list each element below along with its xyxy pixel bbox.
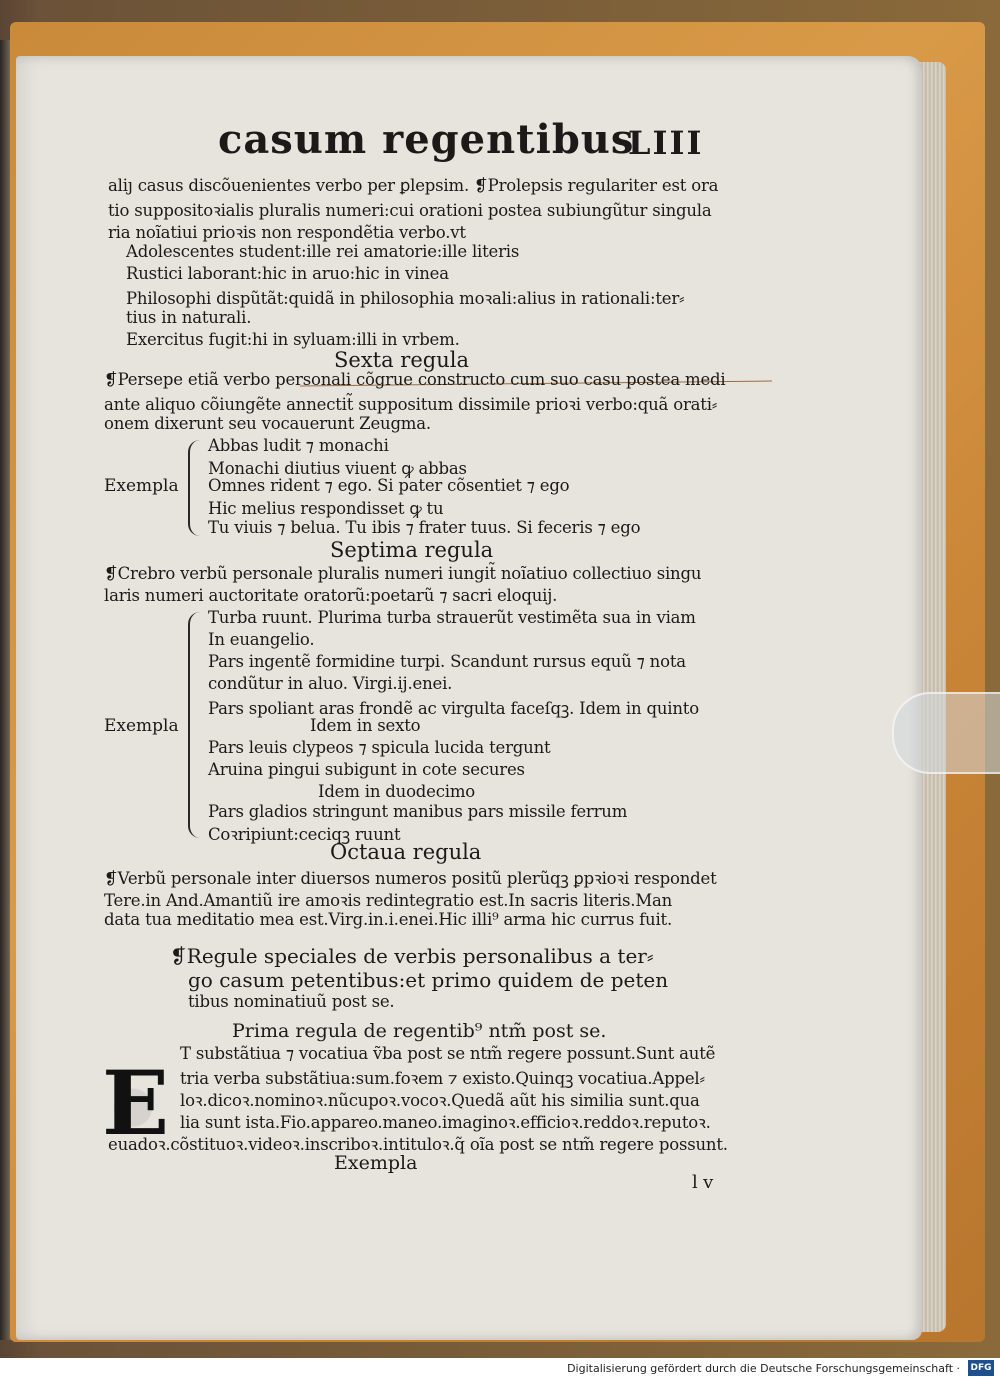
example-line: condũtur in aluo. Virgi.ij.enei. [208, 674, 453, 693]
body-line: T substãtiua ⁊ vocatiua ṽba post se ntm̃ regere possunt.Sunt autẽ [180, 1044, 716, 1063]
exempla-label: Exempla [104, 716, 179, 736]
brace [188, 612, 204, 838]
body-line: lia sunt ista.Fio.appareo.maneo.imaginoꝛ.efficioꝛ.reddoꝛ.reputoꝛ. [180, 1113, 711, 1132]
body-line: aliȷ casus discõuenientes verbo per ꝑlepsim. ❡Prolepsis regulariter est ora [108, 176, 719, 195]
body-line: Rustici laborant:hic in aruo:hic in vinea [126, 264, 449, 283]
brace [188, 440, 204, 536]
funding-credit: Digitalisierung gefördert durch die Deutsche Forschungsgemeinschaft · [567, 1362, 960, 1375]
body-line: Tere.in And.Amantiũ ire amoꝛis redintegratio est.In sacris literis.Man [104, 891, 673, 910]
section-heading: Octaua regula [330, 840, 482, 864]
example-line: Idem in sexto [310, 716, 421, 735]
body-line: Exercitus fugit:hi in syluam:illi in vrbem. [126, 330, 460, 349]
body-line: tius in naturali. [126, 308, 252, 327]
example-line: In euangelio. [208, 630, 315, 649]
folio-number: LIII [628, 124, 704, 162]
body-line: ❡Crebro verbũ personale pluralis numeri iungit̃ noĩatiuo collectiuo singu [104, 564, 702, 583]
catchword: Exempla [334, 1152, 418, 1174]
decorated-initial: E [102, 1051, 170, 1155]
body-line: ante aliquo cõiungẽte annectit̃ suppositum dissimile prioꝛi verbo:quã orati⸗ [104, 395, 718, 414]
body-line: euadoꝛ.cõstituoꝛ.videoꝛ.inscriboꝛ.intituloꝛ.q̃ oĩa post se ntm̃ regere possunt. [108, 1135, 728, 1154]
example-line: Hic melius respondisset ꝙ tu [208, 499, 444, 518]
section-heading: go casum petentibus:et primo quidem de peten [188, 968, 669, 992]
example-line: Pars gladios stringunt manibus pars missile ferrum [208, 802, 628, 821]
section-heading: Prima regula de regentib⁹ ntm̃ post se. [232, 1020, 607, 1042]
body-line: onem dixerunt seu vocauerunt Zeugma. [104, 414, 431, 433]
running-head: casum regentibus [218, 116, 635, 163]
example-line: Tu viuis ⁊ belua. Tu ibis ⁊ frater tuus. Si feceris ⁊ ego [208, 518, 641, 537]
example-line: Pars leuis clypeos ⁊ spicula lucida tergunt [208, 738, 551, 757]
body-line: tria verba substãtiua:sum.foꝛem ⁊ existo.Quinqꝫ vocatiua.Appel⸗ [180, 1069, 705, 1088]
page-holder-clip [892, 692, 1000, 774]
body-line: tio suppositoꝛialis pluralis numeri:cui orationi postea subiungũtur singula [108, 201, 712, 220]
example-line: Pars spoliant aras frondẽ ac virgulta faceſqꝫ. Idem in quinto [208, 699, 699, 718]
section-heading: Sexta regula [334, 348, 469, 372]
example-line: Abbas ludit ⁊ monachi [208, 436, 389, 455]
dfg-logo: DFG [968, 1360, 994, 1376]
example-line: Aruina pingui subigunt in cote secures [208, 760, 525, 779]
body-line: data tua meditatio mea est.Virg.in.i.enei.Hic illi⁹ arma hic currus fuit. [104, 910, 673, 929]
body-line: laris numeri auctoritate oratorũ:poetarũ ⁊ sacri eloquij. [104, 586, 558, 605]
signature-mark: l v [692, 1172, 714, 1193]
example-line: Coꝛripiunt:ceciqꝫ ruunt [208, 825, 401, 844]
section-heading: ❡Regule speciales de verbis personalibus a ter⸗ [170, 944, 654, 968]
section-heading: Septima regula [330, 538, 494, 562]
example-line: Omnes rident ⁊ ego. Si pater cõsentiet ⁊ ego [208, 476, 570, 495]
body-line: Philosophi dispũtãt:quidã in philosophia moꝛali:alius in rationali:ter⸗ [126, 289, 685, 308]
body-line: ❡Persepe etiã verbo personali cõgrue constructo cum suo casu postea medi [104, 370, 726, 389]
example-line: Pars ingentẽ formidine turpi. Scandunt rursus equũ ⁊ nota [208, 652, 686, 671]
body-line: ❡Verbũ personale inter diuersos numeros positũ plerũqꝫ ꝑpꝛioꝛi respondet [104, 869, 717, 888]
exempla-label: Exempla [104, 476, 179, 496]
body-line: loꝛ.dicoꝛ.nominoꝛ.nũcupoꝛ.vocoꝛ.Quedã aũt his similia sunt.qua [180, 1091, 700, 1110]
section-heading: tibus nominatiuũ post se. [188, 992, 395, 1011]
example-line: Turba ruunt. Plurima turba strauerũt vestimẽta sua in viam [208, 608, 696, 627]
body-line: Adolescentes student:ille rei amatorie:ille literis [126, 242, 520, 261]
example-line: Monachi diutius viuent ꝙ abbas [208, 459, 467, 478]
body-line: ria noĩatiui prioꝛis non respondẽtia verbo.vt [108, 223, 466, 242]
example-line: Idem in duodecimo [318, 782, 476, 801]
